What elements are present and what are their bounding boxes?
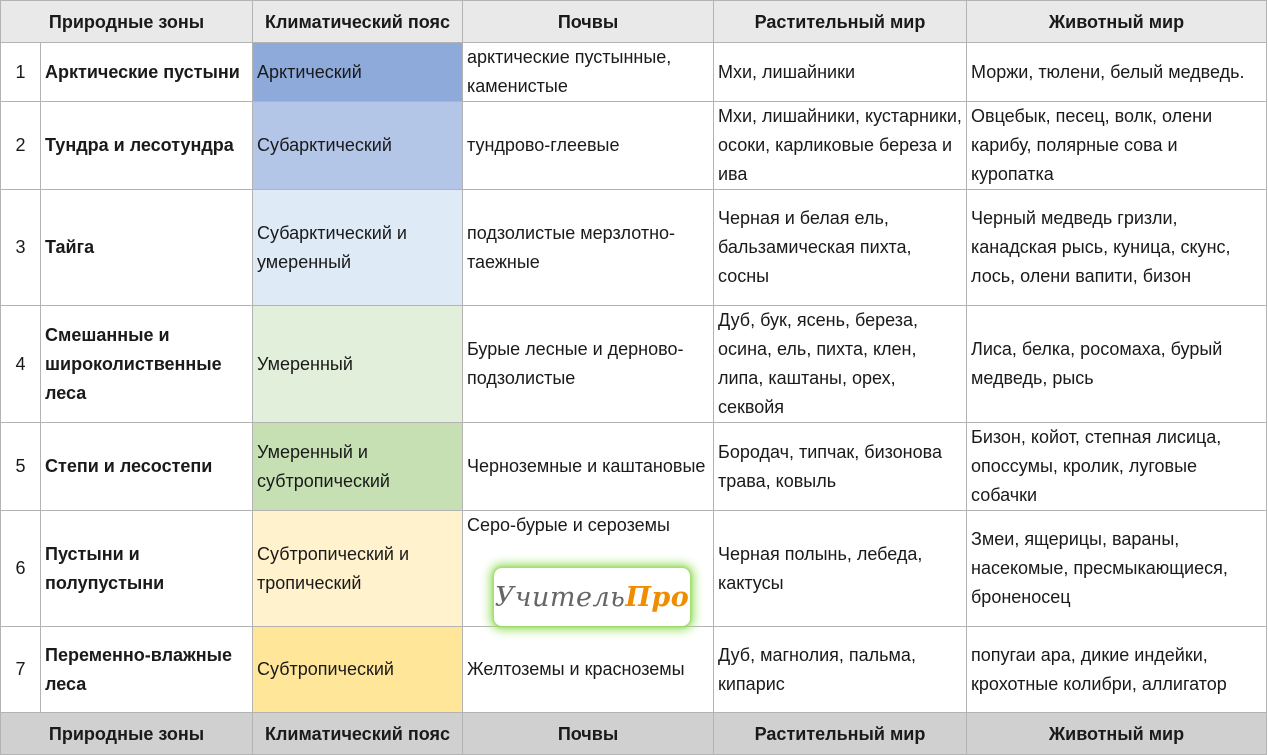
climate-cell: Субарктический	[253, 102, 463, 190]
footer-fauna: Животный мир	[967, 713, 1267, 755]
soil-cell: Бурые лесные и дерново-подзолистые	[463, 306, 714, 423]
row-number: 1	[1, 43, 41, 102]
header-soil: Почвы	[463, 1, 714, 43]
climate-cell: Субтропический и тропический	[253, 511, 463, 627]
soil-cell: подзолистые мерзлотно-таежные	[463, 190, 714, 306]
fauna-cell: Моржи, тюлени, белый медведь.	[967, 43, 1267, 102]
table-row	[1, 43, 1267, 102]
table-row	[1, 423, 1267, 511]
zone-cell: Степи и лесостепи	[41, 423, 253, 511]
fauna-cell: Черный медведь гризли, канадская рысь, куница, скунс, лось, олени вапити, бизон	[967, 190, 1267, 306]
soil-cell: тундрово-глеевые	[463, 102, 714, 190]
row-number: 7	[1, 627, 41, 713]
fauna-cell: Лиса, белка, росомаха, бурый медведь, рысь	[967, 306, 1267, 423]
header-zone: Природные зоны	[1, 1, 253, 43]
header-fauna: Животный мир	[967, 1, 1267, 43]
uchitelpro-watermark-logo	[494, 568, 690, 626]
climate-cell: Умеренный и субтропический	[253, 423, 463, 511]
row-number: 6	[1, 511, 41, 627]
zone-cell: Пустыни и полупустыни	[41, 511, 253, 627]
zone-cell: Тундра и лесотундра	[41, 102, 253, 190]
soil-cell: Серо-бурые и сероземы	[463, 511, 714, 627]
climate-cell: Субтропический	[253, 627, 463, 713]
fauna-cell: попугаи ара, дикие индейки, крохотные колибри, аллигатор	[967, 627, 1267, 713]
table-row	[1, 306, 1267, 423]
row-number: 2	[1, 102, 41, 190]
soil-cell: Желтоземы и красноземы	[463, 627, 714, 713]
flora-cell: Мхи, лишайники	[714, 43, 967, 102]
table-row	[1, 627, 1267, 713]
row-number: 5	[1, 423, 41, 511]
watermark-part-2: Про	[625, 581, 690, 613]
flora-cell: Черная полынь, лебеда, кактусы	[714, 511, 967, 627]
footer-row	[1, 713, 1267, 755]
soil-cell: арктические пустынные, каменистые	[463, 43, 714, 102]
flora-cell: Бородач, типчак, бизонова трава, ковыль	[714, 423, 967, 511]
climate-cell: Арктический	[253, 43, 463, 102]
footer-zone: Природные зоны	[1, 713, 253, 755]
table-row	[1, 190, 1267, 306]
soil-cell: Черноземные и каштановые	[463, 423, 714, 511]
watermark-part-1: Учитель	[494, 581, 626, 613]
fauna-cell: Овцебык, песец, волк, олени карибу, полярные сова и куропатка	[967, 102, 1267, 190]
footer-climate: Климатический пояс	[253, 713, 463, 755]
footer-soil: Почвы	[463, 713, 714, 755]
zone-cell: Переменно-влажные леса	[41, 627, 253, 713]
footer-flora: Растительный мир	[714, 713, 967, 755]
flora-cell: Дуб, магнолия, пальма, кипарис	[714, 627, 967, 713]
flora-cell: Черная и белая ель, бальзамическая пихта, сосны	[714, 190, 967, 306]
climate-cell: Субарктический и умеренный	[253, 190, 463, 306]
flora-cell: Мхи, лишайники, кустарники, осоки, карликовые береза и ива	[714, 102, 967, 190]
climate-cell: Умеренный	[253, 306, 463, 423]
zone-cell: Арктические пустыни	[41, 43, 253, 102]
zone-cell: Смешанные и широколиственные леса	[41, 306, 253, 423]
header-row	[1, 1, 1267, 43]
fauna-cell: Бизон, койот, степная лисица, опоссумы, кролик, луговые собачки	[967, 423, 1267, 511]
header-climate: Климатический пояс	[253, 1, 463, 43]
zone-cell: Тайга	[41, 190, 253, 306]
header-flora: Растительный мир	[714, 1, 967, 43]
row-number: 4	[1, 306, 41, 423]
table-row	[1, 102, 1267, 190]
row-number: 3	[1, 190, 41, 306]
flora-cell: Дуб, бук, ясень, береза, осина, ель, пихта, клен, липа, каштаны, орех, секвойя	[714, 306, 967, 423]
fauna-cell: Змеи, ящерицы, вараны, насекомые, пресмыкающиеся, броненосец	[967, 511, 1267, 627]
